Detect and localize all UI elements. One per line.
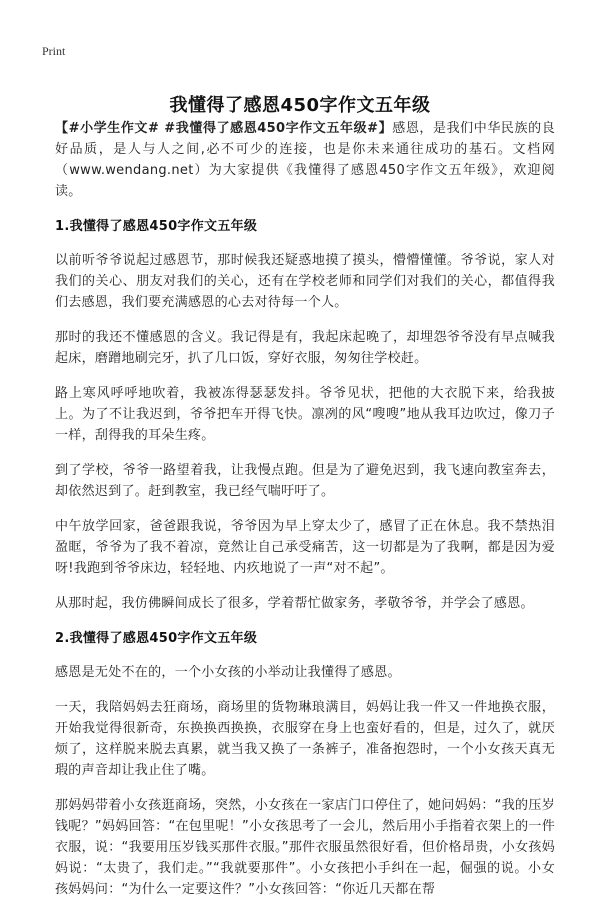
print-label: Print xyxy=(42,44,66,58)
paragraph: 路上寒风呼呼地吹着，我被冻得瑟瑟发抖。爷爷见状，把他的大衣脱下来，给我披上。为了不让我迟到，爷爷把车开得飞快。凛冽的风“嗖嗖”地从我耳边吹过，像刀子一样，刮得我的耳朵生疼。 xyxy=(55,386,555,443)
paragraph: 感恩是无处不在的，一个小女孩的小举动让我懂得了感恩。 xyxy=(55,665,401,680)
document-title: 我懂得了感恩450字作文五年级 xyxy=(169,95,431,117)
intro-paragraph xyxy=(55,118,555,202)
intro-text: 感恩，是我们中华民族的良好品质，是人与人之间,必不可少的连接，也是你未来通往成功的基石。文档网（www.wendang.net）为大家提供《我懂得了感恩450字作文五年级》，欢迎阅读。 xyxy=(55,121,555,199)
paragraph: 到了学校，爷爷一路望着我，让我慢点跑。但是为了避免迟到，我飞速向教室奔去，却依然迟到了。赶到教室，我已经气喘吁吁了。 xyxy=(55,463,555,499)
article-tags: 【#小学生作文# #我懂得了感恩450字作文五年级#】 xyxy=(55,121,393,136)
paragraph: 那妈妈带着小女孩逛商场，突然，小女孩在一家店门口停住了，她问妈妈：“我的压岁钱呢？”妈妈回答：“在包里呢！”小女孩思考了一会儿，然后用小手指着衣架上的一件衣服，说：“我要用压岁钱买那件衣服。”那件衣服虽然很好看，但价格昂贵，小女孩妈妈说：“太贵了，我们走。”“我就要那件”。小女孩把小手纠在一起，倔强的说。小女孩妈妈问：“为什么一定要这件？”小女孩回答：“你近几天都在帮 xyxy=(55,798,555,897)
paragraph: 一天，我陪妈妈去狂商场，商场里的货物琳琅满目，妈妈让我一件又一件地换衣服，开始我觉得很新奇，东换换西换换，衣服穿在身上也蛮好看的，但是，过久了，就厌烦了，这样脱来脱去真累，就当我又换了一条裤子，准备抱怨时，一个小女孩天真无瑕的声音却让我止住了嘴。 xyxy=(55,700,555,778)
section-heading: 1.我懂得了感恩450字作文五年级 xyxy=(55,219,258,234)
paragraph: 从那时起，我仿佛瞬间成长了很多，学着帮忙做家务，孝敬爷爷，并学会了感恩。 xyxy=(55,596,534,611)
paragraph: 那时的我还不懂感恩的含义。我记得是有，我起床起晚了，却埋怨爷爷没有早点喊我起床，磨蹭地刷完牙，扒了几口饭，穿好衣服，匆匆往学校赶。 xyxy=(55,330,555,366)
paragraph: 中午放学回家，爸爸跟我说，爷爷因为早上穿太少了，感冒了正在休息。我不禁热泪盈眶，爷爷为了我不着凉，竟然让自己承受痛苦，这一切都是为了我啊，都是因为爱呀!我跑到爷爷床边，轻轻地、内疚地说了一声“对不起”。 xyxy=(55,519,555,576)
section-heading: 2.我懂得了感恩450字作文五年级 xyxy=(55,631,258,646)
paragraph: 以前听爷爷说起过感恩节，那时候我还疑惑地摸了摸头，懵懵懂懂。爷爷说，家人对我们的关心、朋友对我们的关心，还有在学校老师和同学们对我们的关心，都值得我们去感恩，我们要充满感恩的心去对待每一个人。 xyxy=(55,253,555,310)
document-body xyxy=(55,118,555,914)
